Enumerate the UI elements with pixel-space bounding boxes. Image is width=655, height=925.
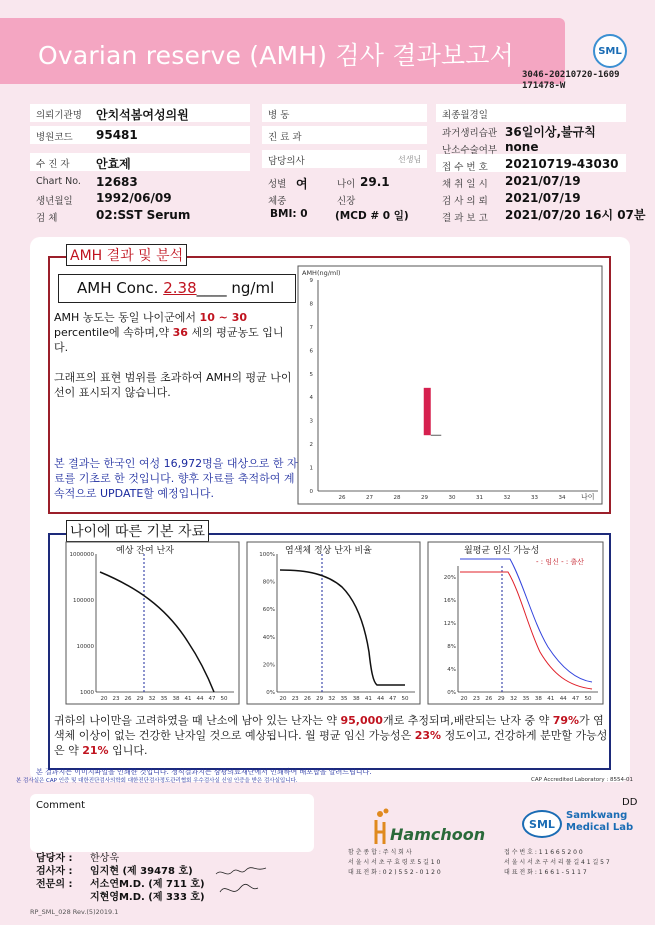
preg-x-tick: 41 (547, 696, 555, 702)
signature-labels: 담당자 : 검사자 : 전문의 : (36, 853, 73, 890)
report-date-value: 2021/07/20 16시 07분 (505, 208, 646, 222)
preg-x-tick: 23 (472, 696, 480, 702)
hospital-code-value: 95481 (96, 128, 138, 142)
chrom-y-tick: 100% (259, 552, 275, 558)
amh-percentile-text: AMH 농도는 동일 나이군에서 10 ~ 30 percentile에 속하며,약 36 세의 평균농도 입니다. (54, 311, 284, 354)
amh-conc-box (58, 274, 296, 303)
age-value: 29.1 (360, 175, 390, 189)
doctor-suffix: 선생님 (398, 155, 422, 164)
examiner-name: 임지현 (제 39478 호) (90, 866, 193, 877)
birthdate-label: 생년월일 (36, 196, 73, 207)
chrom-x-tick: 44 (377, 696, 385, 702)
chrom-y-tick: 80% (262, 579, 275, 586)
amh-y-tick: 8 (309, 301, 313, 308)
preg-x-tick: 32 (510, 696, 518, 702)
patient-label: 수 진 자 (36, 159, 70, 170)
chrom-y-tick: 0% (266, 690, 275, 696)
amh-chart (298, 266, 602, 504)
amh-x-tick: 32 (503, 495, 511, 501)
chrom-y-tick: 20% (262, 662, 275, 669)
preg-x-tick: 35 (522, 696, 530, 702)
eggs-x-tick: 23 (112, 696, 120, 702)
hamchoon-address: 함 춘 종 합 : 주 식 회 사 서 울 시 서 초 구 효 령 로 5 길 1 0 대 표 전 화 : 0 2 ) 5 5 2 - 0 1 2 0 (348, 849, 441, 876)
preg-x-tick: 50 (584, 696, 592, 702)
preg-x-tick: 47 (572, 696, 580, 702)
chrom-x-tick: 50 (401, 696, 409, 702)
eggs-x-tick: 50 (220, 696, 228, 702)
cap-notice: 본 검사실은 CAP 인증 및 대한진단검사의학회 대한진단검사정도관리협회 우수검사실 신임 인증을 받은 검사실입니다. (16, 778, 298, 784)
eggs-y-tick: 1000000 (69, 552, 94, 558)
accession-value: 20210719-43030 (505, 157, 619, 171)
eggs-x-tick: 32 (148, 696, 156, 702)
height-label: 신장 (337, 196, 356, 207)
eggs-x-tick: 26 (124, 696, 132, 702)
patient-value: 안효제 (96, 157, 131, 171)
amh-result-marker (424, 388, 431, 435)
last-period-label: 최종월경일 (442, 110, 488, 121)
chromosome-chart-title: 염색체 정상 난자 비율 (285, 546, 372, 556)
cycle-habit-label: 과거생리습관 (442, 128, 498, 139)
chrom-x-tick: 47 (389, 696, 397, 702)
amh-y-tick: 1 (309, 465, 313, 472)
age-label: 나이 (337, 179, 356, 190)
pregnancy-chart (428, 542, 603, 704)
chrom-x-tick: 29 (316, 696, 324, 702)
accession-label: 접 수 번 호 (442, 162, 488, 173)
amh-y-tick: 4 (309, 395, 313, 402)
sml-footer-name: Samkwang Medical Lab (566, 810, 634, 833)
doctor-name: 한상욱 (90, 853, 119, 864)
eggs-x-tick: 41 (184, 696, 192, 702)
preg-y-tick: 8% (447, 644, 456, 650)
doctor-label: 담당의사 (268, 156, 305, 167)
dd-mark: DD (622, 797, 638, 808)
specimen-label: 검 체 (36, 213, 58, 224)
preg-x-tick: 38 (534, 696, 542, 702)
sex-value: 여 (296, 177, 308, 191)
amh-y-tick: 6 (309, 348, 313, 355)
hamchoon-logo (368, 808, 486, 848)
eggs-x-tick: 35 (160, 696, 168, 702)
amh-conc-value: 2.38 (163, 279, 197, 297)
cap-accreditation: CAP Accredited Laboratory : 8554-01 (531, 777, 633, 783)
chrom-x-tick: 41 (364, 696, 372, 702)
hospital-code-label: 병원코드 (36, 132, 73, 143)
preg-y-tick: 0% (447, 690, 456, 696)
eggs-y-tick: 100000 (73, 598, 94, 604)
eggs-x-tick: 44 (196, 696, 204, 702)
request-date-value: 2021/07/19 (505, 191, 581, 205)
amh-x-tick: 29 (421, 495, 428, 501)
amh-y-tick: 3 (309, 418, 313, 425)
amh-y-tick: 9 (309, 278, 313, 284)
chrom-x-tick: 38 (352, 696, 360, 702)
pregnancy-chart-title: 월평균 임신 가능성 (464, 546, 540, 556)
weight-label: 체중 (268, 196, 287, 207)
amh-x-tick: 33 (531, 495, 538, 501)
amh-y-tick: 0 (309, 489, 313, 495)
eggs-x-tick: 29 (136, 696, 144, 702)
sml-footer-logo: SML (522, 810, 562, 838)
amh-source-note: 본 결과는 한국인 여성 16,972명을 대상으로 한 자료를 기초로 한 것입니다. 향후 자료를 축적하여 계속적으로 UPDATE할 예정입니다. (54, 457, 298, 500)
amh-x-tick: 28 (393, 495, 401, 501)
eggs-x-tick: 20 (100, 696, 108, 702)
chrom-x-tick: 32 (328, 696, 336, 702)
chrom-y-tick: 60% (262, 607, 275, 614)
age-summary-text: 귀하의 나이만을 고려하였을 때 난소에 남아 있는 난자는 약 95,000개로 추정되며,배란되는 난자 중 약 79%가 염색체 이상이 없는 건강한 난자일 것으로 예상됩니다. 월 평균 임신 가능성은 23% 정도이고, 건강하게 분만할 가능성은 약 21% 입니다. (54, 714, 608, 757)
eggs-x-tick: 47 (208, 696, 216, 702)
preg-x-tick: 26 (485, 696, 493, 702)
specialist-2: 지현영M.D. (제 333 호) (90, 892, 205, 903)
chrom-y-tick: 40% (262, 634, 275, 641)
sex-label: 성별 (268, 179, 287, 190)
amh-x-tick: 27 (366, 495, 373, 501)
age-section-title: 나이에 따른 기본 자료 (66, 520, 209, 542)
chrom-x-tick: 20 (279, 696, 287, 702)
preg-x-tick: 29 (497, 696, 505, 702)
preg-y-tick: 4% (447, 667, 456, 673)
eggs-chart (66, 542, 239, 704)
ovary-surgery-label: 난소수술여부 (442, 145, 498, 156)
amh-y-label: AMH(ng/ml) (302, 269, 341, 277)
preg-y-tick: 12% (443, 621, 456, 627)
pregnancy-legend: - : 임신 - : 출산 (536, 558, 584, 566)
collection-date-value: 2021/07/19 (505, 174, 581, 188)
report-title: Ovarian reserve (AMH) 검사 결과보고서 (38, 41, 514, 70)
chart-no-value: 12683 (96, 175, 138, 189)
chrom-x-tick: 26 (303, 696, 311, 702)
handwritten-signatures (212, 866, 272, 898)
sml-logo: SML (593, 34, 627, 68)
ward-label: 병 동 (268, 110, 290, 121)
document-id: 3046-20210720-1609 171478-W (522, 70, 620, 91)
eggs-x-tick: 38 (172, 696, 180, 702)
eggs-y-tick: 1000 (80, 690, 94, 696)
chart-no-label: Chart No. (36, 176, 81, 187)
preg-y-tick: 20% (443, 575, 456, 581)
amh-y-tick: 2 (309, 442, 313, 449)
specimen-value: 02:SST Serum (96, 208, 191, 222)
eggs-chart-title: 예상 잔여 난자 (116, 546, 174, 556)
print-notice: 본 결과지는 이미지파일을 인쇄한 것입니다. 정식결과지는 삼광의료재단에서 인쇄하여 배포합을 알려드립니다. (36, 768, 372, 776)
preg-y-tick: 16% (443, 598, 456, 604)
amh-x-tick: 34 (558, 495, 566, 501)
preg-x-tick: 20 (460, 696, 468, 702)
amh-range-note: 그래프의 표현 범위를 초과하여 AMH의 평균 나이선이 표시되지 않습니다. (54, 371, 292, 399)
mcd-value: (MCD # 0 일) (335, 210, 409, 222)
amh-x-tick: 26 (338, 495, 346, 501)
amh-y-tick: 5 (309, 371, 313, 378)
amh-x-tick: 30 (448, 495, 456, 501)
chromosome-chart (247, 542, 420, 704)
request-date-label: 검 사 의 뢰 (442, 196, 488, 207)
bmi-value: BMI: 0 (270, 208, 308, 220)
collection-date-label: 채 취 일 시 (442, 179, 488, 190)
department-label: 진 료 과 (268, 132, 302, 143)
amh-conc-label: AMH Conc. (77, 279, 159, 297)
amh-x-unit: 나이 (581, 493, 595, 501)
amh-y-tick: 7 (309, 324, 313, 331)
ovary-surgery-value: none (505, 140, 539, 154)
form-code: RP_SML_028 Rev.(5)2019.1 (30, 908, 119, 916)
amh-conc-unit: ____ ng/ml (196, 279, 275, 297)
chrom-x-tick: 35 (340, 696, 348, 702)
birthdate-value: 1992/06/09 (96, 191, 172, 205)
chrom-x-tick: 23 (291, 696, 299, 702)
amh-x-tick: 31 (476, 495, 483, 501)
specialist-1: 서소연M.D. (제 711 호) (90, 879, 205, 890)
cycle-habit-value: 36일이상,불규칙 (505, 125, 596, 139)
report-date-label: 결 과 보 고 (442, 213, 488, 224)
eggs-y-tick: 10000 (76, 644, 94, 650)
sml-footer-address: 접 수 번 호 : 1 1 6 6 5 2 0 0 서 울 시 서 초 구 서 리 풀 길 4 1 길 5 7 대 표 전 화 : 1 6 6 1 - 5 1 1 7 (504, 849, 610, 876)
comment-label: Comment (36, 800, 85, 811)
preg-x-tick: 44 (559, 696, 567, 702)
hamchoon-name: Hamchoon (390, 825, 486, 844)
amh-section-title: AMH 결과 및 분석 (66, 244, 187, 266)
referrer-label: 의뢰기관명 (36, 110, 82, 121)
referrer-value: 안치석봄여성의원 (96, 108, 189, 122)
signature-names (90, 852, 205, 904)
